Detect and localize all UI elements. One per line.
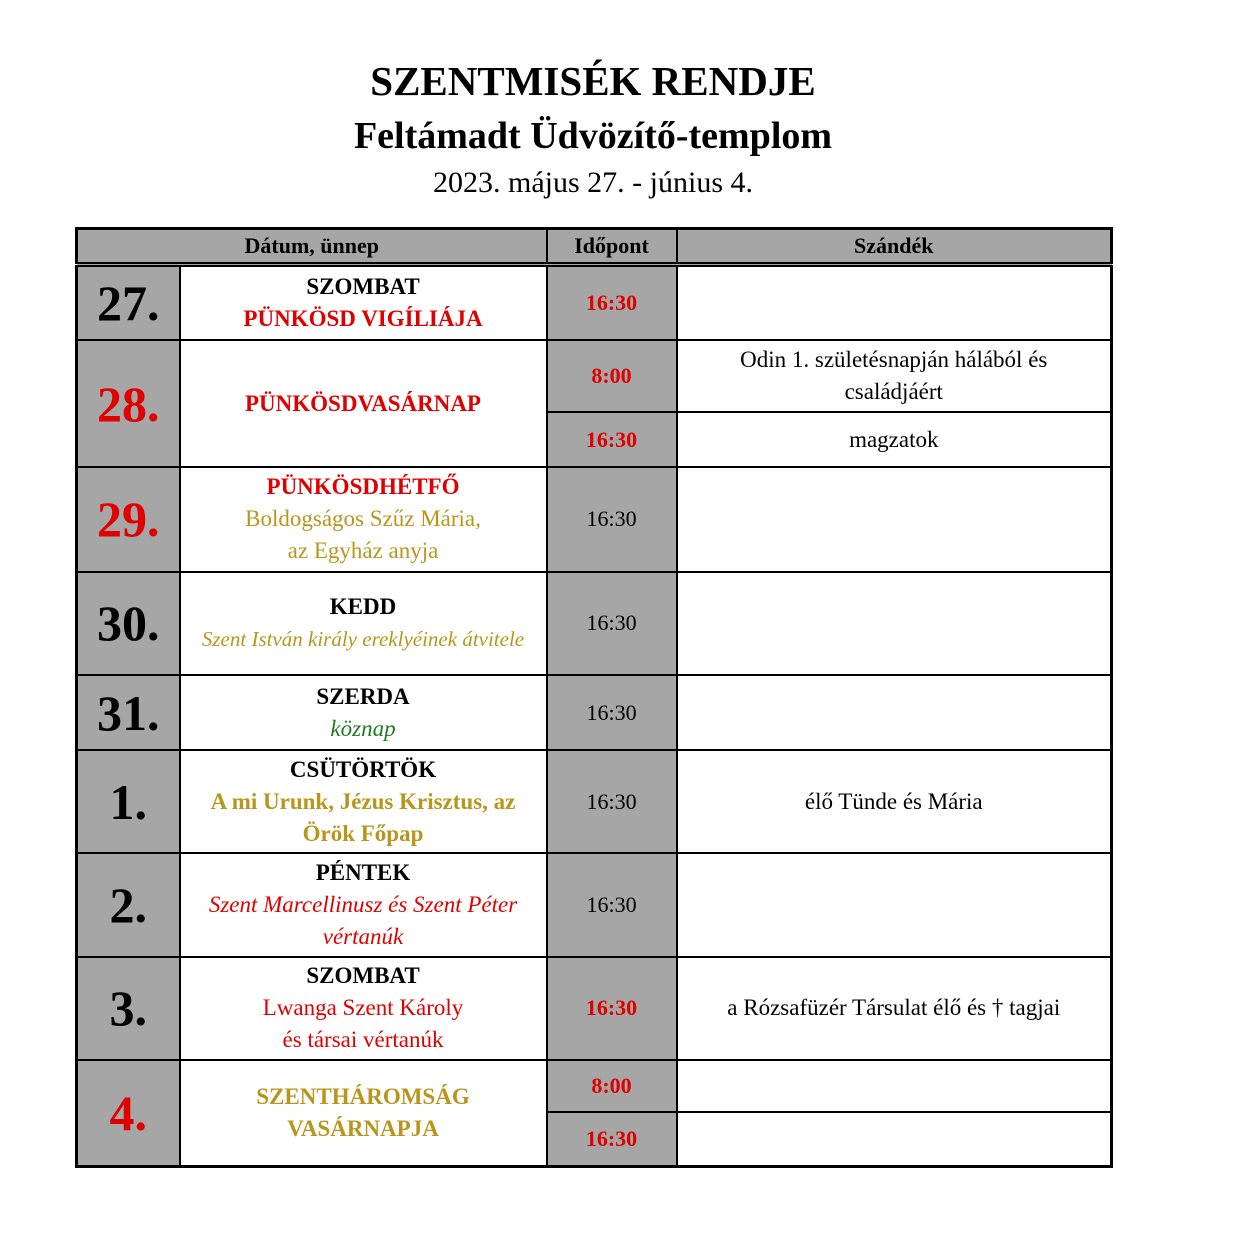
intention-cell [677,1112,1112,1166]
weekday-label: SZERDA [316,683,410,709]
feast-label-line2: Örök Főpap [302,820,424,846]
day-number-cell [77,340,180,467]
feast-cell [180,572,547,675]
intention-cell: élő Tünde és Mária [677,750,1112,853]
feast-cell [180,957,547,1060]
feast-label-line2: vértanúk [322,924,404,950]
mass-time: 16:30 [547,412,677,467]
intention-cell [677,675,1112,750]
date-range: 2023. május 27. - június 4. [433,166,753,199]
column-header-date: Dátum, ünnep [77,229,547,265]
intention-cell [677,265,1112,340]
weekday-label: PÜNKÖSDHÉTFŐ [266,474,460,500]
weekday-label: SZOMBAT [306,963,420,989]
table-row [77,265,1112,340]
table-row [77,750,1112,853]
mass-time: 8:00 [547,1060,677,1112]
weekday-label: PÉNTEK [315,860,411,886]
column-header-intention: Szándék [677,229,1112,265]
day-number: 30. [97,595,160,652]
feast-cell [180,853,547,956]
feast-cell [180,340,547,467]
table-row [77,1060,1112,1112]
mass-time: 16:30 [547,572,677,675]
feast-label: PÜNKÖSDVASÁRNAP [245,390,481,416]
column-header-time: Időpont [547,229,677,265]
weekday-label: CSÜTÖRTÖK [289,756,437,782]
day-number: 2. [109,877,147,934]
feast-label: Szent István király ereklyéinek átvitele [201,627,525,652]
intention-cell: a Rózsafüzér Társulat élő és † tagjai [677,957,1112,1060]
church-name: Feltámadt Üdvözítő-templom [353,115,833,157]
mass-schedule-table [75,227,1113,1168]
day-number-cell [77,750,180,853]
day-number: 29. [97,491,160,548]
feast-cell [180,467,547,571]
table-row [77,572,1112,675]
intention-cell [677,1060,1112,1112]
mass-time: 16:30 [547,750,677,853]
mass-time: 16:30 [547,853,677,956]
feast-label-line2: és társai vértanúk [282,1027,444,1053]
feast-label: Szent Marcellinusz és Szent Péter [208,892,518,918]
mass-time: 16:30 [547,957,677,1060]
mass-time: 16:30 [547,467,677,571]
day-number-cell [77,467,180,571]
weekday-label: KEDD [329,594,397,620]
feast-label: A mi Urunk, Jézus Krisztus, az [210,788,516,814]
feast-cell [180,265,547,340]
feast-label-line2: VASÁRNAPJA [287,1116,439,1142]
mass-time: 16:30 [547,675,677,750]
intention-cell: Odin 1. születésnapján hálából és családjáért [677,340,1112,412]
intention-cell: magzatok [677,412,1112,467]
feast-label: SZENTHÁROMSÁG [256,1084,470,1110]
table-header-row [77,229,1112,265]
feast-cell [180,675,547,750]
feast-label: köznap [330,715,396,741]
day-number-cell [77,265,180,340]
day-number-cell [77,957,180,1060]
day-number: 31. [97,684,160,741]
day-number: 1. [109,773,147,830]
feast-label: Boldogságos Szűz Mária, [245,506,481,532]
feast-label: Lwanga Szent Károly [262,995,464,1021]
mass-time: 8:00 [547,340,677,412]
day-number: 27. [97,274,160,331]
table-row [77,853,1112,956]
weekday-label: SZOMBAT [306,273,420,299]
intention-cell [677,572,1112,675]
day-number-cell [77,1060,180,1166]
day-number: 28. [97,375,160,432]
day-number-cell [77,572,180,675]
intention-cell [677,467,1112,571]
day-number-cell [77,675,180,750]
table-row [77,340,1112,412]
feast-cell [180,750,547,853]
mass-time: 16:30 [547,265,677,340]
table-row [77,957,1112,1060]
feast-label-line2: az Egyház anyja [287,538,439,564]
intention-cell [677,853,1112,956]
day-number-cell [77,853,180,956]
feast-cell [180,1060,547,1166]
day-number: 3. [109,980,147,1037]
table-row [77,675,1112,750]
feast-label: PÜNKÖSD VIGÍLIÁJA [243,305,483,331]
table-row [77,467,1112,571]
day-number: 4. [109,1085,147,1142]
mass-time: 16:30 [547,1112,677,1166]
page-title: SZENTMISÉK RENDJE [370,58,816,104]
